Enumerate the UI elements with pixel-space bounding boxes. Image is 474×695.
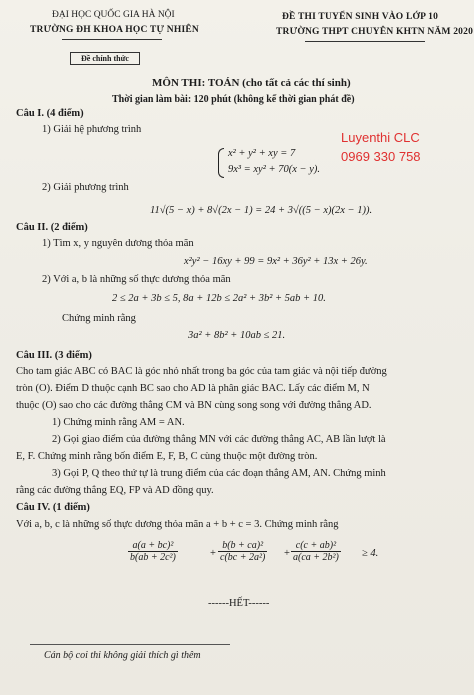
header-underline-left (62, 39, 162, 40)
question-2-equation-2: 2 ≤ 2a + 3b ≤ 5, 8a + 12b ≤ 2a² + 3b² + 5ab + 10. (112, 293, 326, 304)
official-exam-box: Đề chính thức (70, 52, 140, 65)
question-3-line-4: 1) Chứng minh rằng AM = AN. (52, 417, 185, 428)
exam-school: TRƯỜNG THPT CHUYÊN KHTN NĂM 2020 (276, 27, 474, 37)
exam-subject: MÔN THI: TOÁN (cho tất cả các thí sinh) (152, 77, 351, 89)
plus-sign-1: + (210, 548, 216, 559)
fraction-2 (218, 540, 267, 563)
system-equation-1: x² + y² + xy = 7 (228, 148, 296, 159)
question-1-title: Câu I. (4 điểm) (16, 108, 84, 119)
question-2-equation-3: 3a² + 8b² + 10ab ≤ 21. (188, 330, 286, 341)
end-marker: ------HẾT------ (208, 598, 270, 609)
question-3-line-2: tròn (O). Điểm D thuộc cạnh BC sao cho AD là phân giác BAC. Lấy các điểm M, N (16, 383, 370, 394)
system-brace (218, 148, 224, 178)
university-name: ĐẠI HỌC QUỐC GIA HÀ NỘI (52, 10, 175, 20)
question-2-part-2: 2) Với a, b là những số thực dương thỏa mãn (42, 274, 231, 285)
watermark-phone: 0969 330 758 (341, 149, 421, 164)
question-1-equation: 11√(5 − x) + 8√(2x − 1) = 24 + 3√((5 − x)(2x − 1)). (150, 205, 373, 216)
question-2-equation-1: x²y² − 16xy + 99 = 9x² + 36y² + 13x + 26y. (184, 256, 368, 267)
question-3-line-1: Cho tam giác ABC có BAC là góc nhỏ nhất trong ba góc của tam giác và nội tiếp đường (16, 366, 387, 377)
question-3-title: Câu III. (3 điểm) (16, 350, 92, 361)
plus-sign-2: + (284, 548, 290, 559)
school-name: TRƯỜNG ĐH KHOA HỌC TỰ NHIÊN (30, 25, 199, 35)
question-4-title: Câu IV. (1 điểm) (16, 502, 90, 513)
question-1-part-1: 1) Giải hệ phương trình (42, 124, 142, 135)
exam-time: Thời gian làm bài: 120 phút (không kể thời gian phát đề) (112, 94, 355, 105)
watermark-name: Luyenthi CLC (341, 130, 420, 145)
question-3-line-8: rằng các đường thẳng EQ, FP và AD đồng quy. (16, 485, 214, 496)
fraction-3-denominator: a(ca + 2b²) (293, 552, 339, 563)
inequality-tail: ≥ 4. (362, 548, 379, 559)
question-3-line-7: 3) Gọi P, Q theo thứ tự là trung điểm của các đoạn thẳng AM, AN. Chứng minh (52, 468, 386, 479)
question-4-line-1: Với a, b, c là những số thực dương thỏa mãn a + b + c = 3. Chứng minh rằng (16, 519, 339, 530)
question-3-line-5: 2) Gọi giao điểm của đường thẳng MN với các đường thẳng AC, AB lần lượt là (52, 434, 386, 445)
footer-rule (30, 644, 230, 645)
question-2-title: Câu II. (2 điểm) (16, 222, 88, 233)
fraction-1 (128, 540, 178, 563)
question-1-part-2: 2) Giải phương trình (42, 182, 129, 193)
fraction-2-numerator: b(b + ca)² (218, 540, 267, 552)
fraction-1-denominator: b(ab + 2c²) (130, 552, 176, 563)
fraction-3 (291, 540, 341, 563)
fraction-3-numerator: c(c + ab)² (291, 540, 341, 552)
question-2-part-1: 1) Tìm x, y nguyên dương thỏa mãn (42, 238, 194, 249)
fraction-2-denominator: c(bc + 2a²) (220, 552, 266, 563)
header-underline-right (305, 41, 425, 42)
fraction-1-numerator: a(a + bc)² (128, 540, 178, 552)
question-3-line-6: E, F. Chứng minh rằng bốn điểm E, F, B, C cùng thuộc một đường tròn. (16, 451, 318, 462)
exam-heading: ĐỀ THI TUYỂN SINH VÀO LỚP 10 (282, 12, 439, 22)
system-equation-2: 9x³ = xy² + 70(x − y). (228, 164, 320, 175)
question-2-part-3: Chứng minh rằng (62, 313, 136, 324)
question-3-line-3: thuộc (O) sao cho các đường thẳng CM và BN cùng song song với đường thẳng AD. (16, 400, 372, 411)
proctor-note: Cán bộ coi thi không giải thích gì thêm (44, 650, 201, 661)
